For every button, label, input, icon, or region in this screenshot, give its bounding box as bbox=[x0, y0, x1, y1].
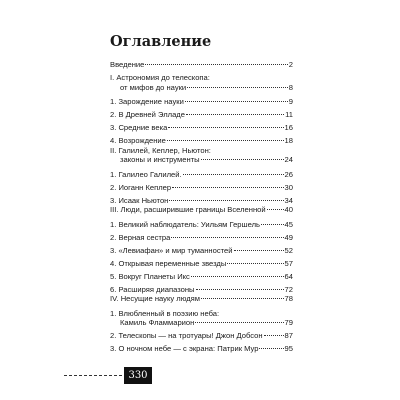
toc-entry[interactable] bbox=[110, 60, 293, 70]
toc-entry[interactable] bbox=[110, 97, 293, 107]
toc-dot-leader bbox=[227, 263, 283, 264]
toc-entry-page: 24 bbox=[284, 155, 293, 164]
toc-dot-leader bbox=[186, 114, 284, 115]
toc-entry-page: 72 bbox=[284, 284, 293, 294]
toc-entry[interactable] bbox=[110, 123, 293, 133]
page-number: 330 bbox=[124, 367, 152, 384]
toc-dot-leader bbox=[201, 298, 284, 299]
toc-entry-label: 1. Влюбленный в поэзию неба: bbox=[110, 308, 220, 318]
toc-entry-page: 9 bbox=[288, 97, 293, 106]
toc-dot-leader bbox=[201, 159, 284, 160]
toc-entry[interactable] bbox=[110, 259, 293, 269]
toc-entry-label: 2. Телескопы — на тротуары! Джон Добсон bbox=[110, 331, 263, 340]
toc-entry[interactable] bbox=[110, 285, 293, 295]
toc-entry-label: IV. Несущие науку людям bbox=[110, 294, 200, 303]
toc-dot-leader bbox=[196, 289, 284, 290]
toc-entry-page: 64 bbox=[284, 271, 293, 281]
toc-entry[interactable] bbox=[110, 183, 293, 193]
toc-entry-label: Введение bbox=[110, 60, 145, 69]
toc-entry[interactable] bbox=[110, 246, 293, 256]
toc-entry-label: 4. Открывая переменные звезды bbox=[110, 258, 227, 268]
toc-entry-page: 8 bbox=[288, 82, 293, 92]
toc-entry[interactable] bbox=[110, 110, 293, 120]
toc-dot-leader bbox=[259, 348, 283, 349]
toc-entry[interactable] bbox=[110, 73, 293, 83]
toc-entry-page: 34 bbox=[284, 195, 293, 205]
toc-entry-page: 95 bbox=[284, 344, 293, 353]
toc-entry-label: 4. Возрождение bbox=[110, 136, 166, 145]
toc-entry-label: 1. Зарождение науки bbox=[110, 97, 184, 106]
toc-dot-leader bbox=[264, 335, 284, 336]
toc-entry[interactable] bbox=[110, 331, 293, 341]
toc-entry[interactable] bbox=[110, 220, 293, 230]
toc-dot-leader bbox=[183, 174, 284, 175]
toc-entry[interactable] bbox=[110, 233, 293, 243]
toc-dot-leader bbox=[261, 224, 284, 225]
toc-entry-label: 2. В Древней Элладе bbox=[110, 110, 185, 119]
table-of-contents bbox=[110, 60, 293, 354]
toc-entry-label: Камиль Фламмарион bbox=[120, 318, 195, 327]
toc-entry-label: законы и инструменты bbox=[120, 155, 200, 164]
toc-entry-page: 79 bbox=[284, 318, 293, 327]
toc-entry-page: 40 bbox=[284, 205, 293, 214]
toc-entry-label: I. Астрономия до телескопа: bbox=[110, 73, 210, 82]
toc-entry-label: 6. Расширяя диапазоны bbox=[110, 284, 195, 294]
toc-entry-label: 1. Великий наблюдатель: Уильям Гершель bbox=[110, 219, 260, 229]
toc-dot-leader bbox=[185, 101, 288, 102]
toc-entry-label: 3. Средние века bbox=[110, 123, 168, 132]
toc-entry[interactable] bbox=[110, 272, 293, 282]
toc-entry[interactable] bbox=[110, 170, 293, 180]
toc-entry-label: II. Галилей, Кеплер, Ньютон: bbox=[110, 145, 211, 155]
toc-entry-label: от мифов до науки bbox=[120, 82, 187, 92]
toc-entry[interactable] bbox=[110, 146, 293, 156]
toc-dot-leader bbox=[187, 87, 288, 88]
toc-entry-page: 52 bbox=[284, 245, 293, 255]
toc-entry-label: 3. Исаак Ньютон bbox=[110, 195, 169, 205]
toc-entry-page: 18 bbox=[284, 136, 293, 145]
toc-dot-leader bbox=[167, 140, 284, 141]
toc-dot-leader bbox=[172, 187, 283, 188]
toc-entry-page: 30 bbox=[284, 182, 293, 192]
toc-entry-label: 1. Галилео Галилей. bbox=[110, 169, 182, 179]
toc-entry[interactable] bbox=[110, 155, 293, 165]
toc-entry[interactable] bbox=[110, 318, 293, 328]
toc-entry[interactable] bbox=[110, 309, 293, 319]
toc-entry[interactable] bbox=[110, 136, 293, 146]
toc-entry-label: 2. Верная сестра bbox=[110, 232, 171, 242]
toc-entry-label: 5. Вокруг Планеты Икс bbox=[110, 271, 190, 281]
toc-entry-label: 3. «Левиафан» и мир туманностей bbox=[110, 245, 233, 255]
toc-entry[interactable] bbox=[110, 196, 293, 206]
toc-entry-page: 45 bbox=[284, 219, 293, 229]
toc-dot-leader bbox=[195, 322, 283, 323]
toc-dot-leader bbox=[171, 237, 283, 238]
toc-entry-page: 78 bbox=[284, 294, 293, 303]
toc-entry-page: 11 bbox=[285, 110, 293, 119]
toc-entry-page: 16 bbox=[284, 123, 293, 132]
toc-entry[interactable] bbox=[110, 205, 293, 215]
toc-entry[interactable] bbox=[110, 294, 293, 304]
page-title: Оглавление bbox=[110, 33, 212, 50]
toc-entry-page: 57 bbox=[284, 258, 293, 268]
toc-entry-label: 3. О ночном небе — с экрана: Патрик Мур bbox=[110, 344, 259, 353]
toc-entry[interactable] bbox=[110, 344, 293, 354]
toc-dot-leader bbox=[234, 250, 284, 251]
toc-entry-page: 2 bbox=[288, 60, 293, 69]
toc-entry-page: 87 bbox=[284, 331, 293, 340]
toc-entry-label: III. Люди, расширившие границы Вселенной bbox=[110, 205, 266, 214]
toc-dot-leader bbox=[168, 127, 283, 128]
toc-entry-page: 49 bbox=[284, 232, 293, 242]
toc-dot-leader bbox=[169, 200, 283, 201]
toc-entry-label: 2. Иоганн Кеплер bbox=[110, 182, 172, 192]
footer-dashed-rule bbox=[64, 375, 122, 376]
toc-dot-leader bbox=[145, 64, 287, 65]
toc-entry-page: 26 bbox=[284, 169, 293, 179]
toc-dot-leader bbox=[267, 209, 284, 210]
toc-dot-leader bbox=[191, 276, 284, 277]
toc-entry[interactable] bbox=[110, 83, 293, 93]
